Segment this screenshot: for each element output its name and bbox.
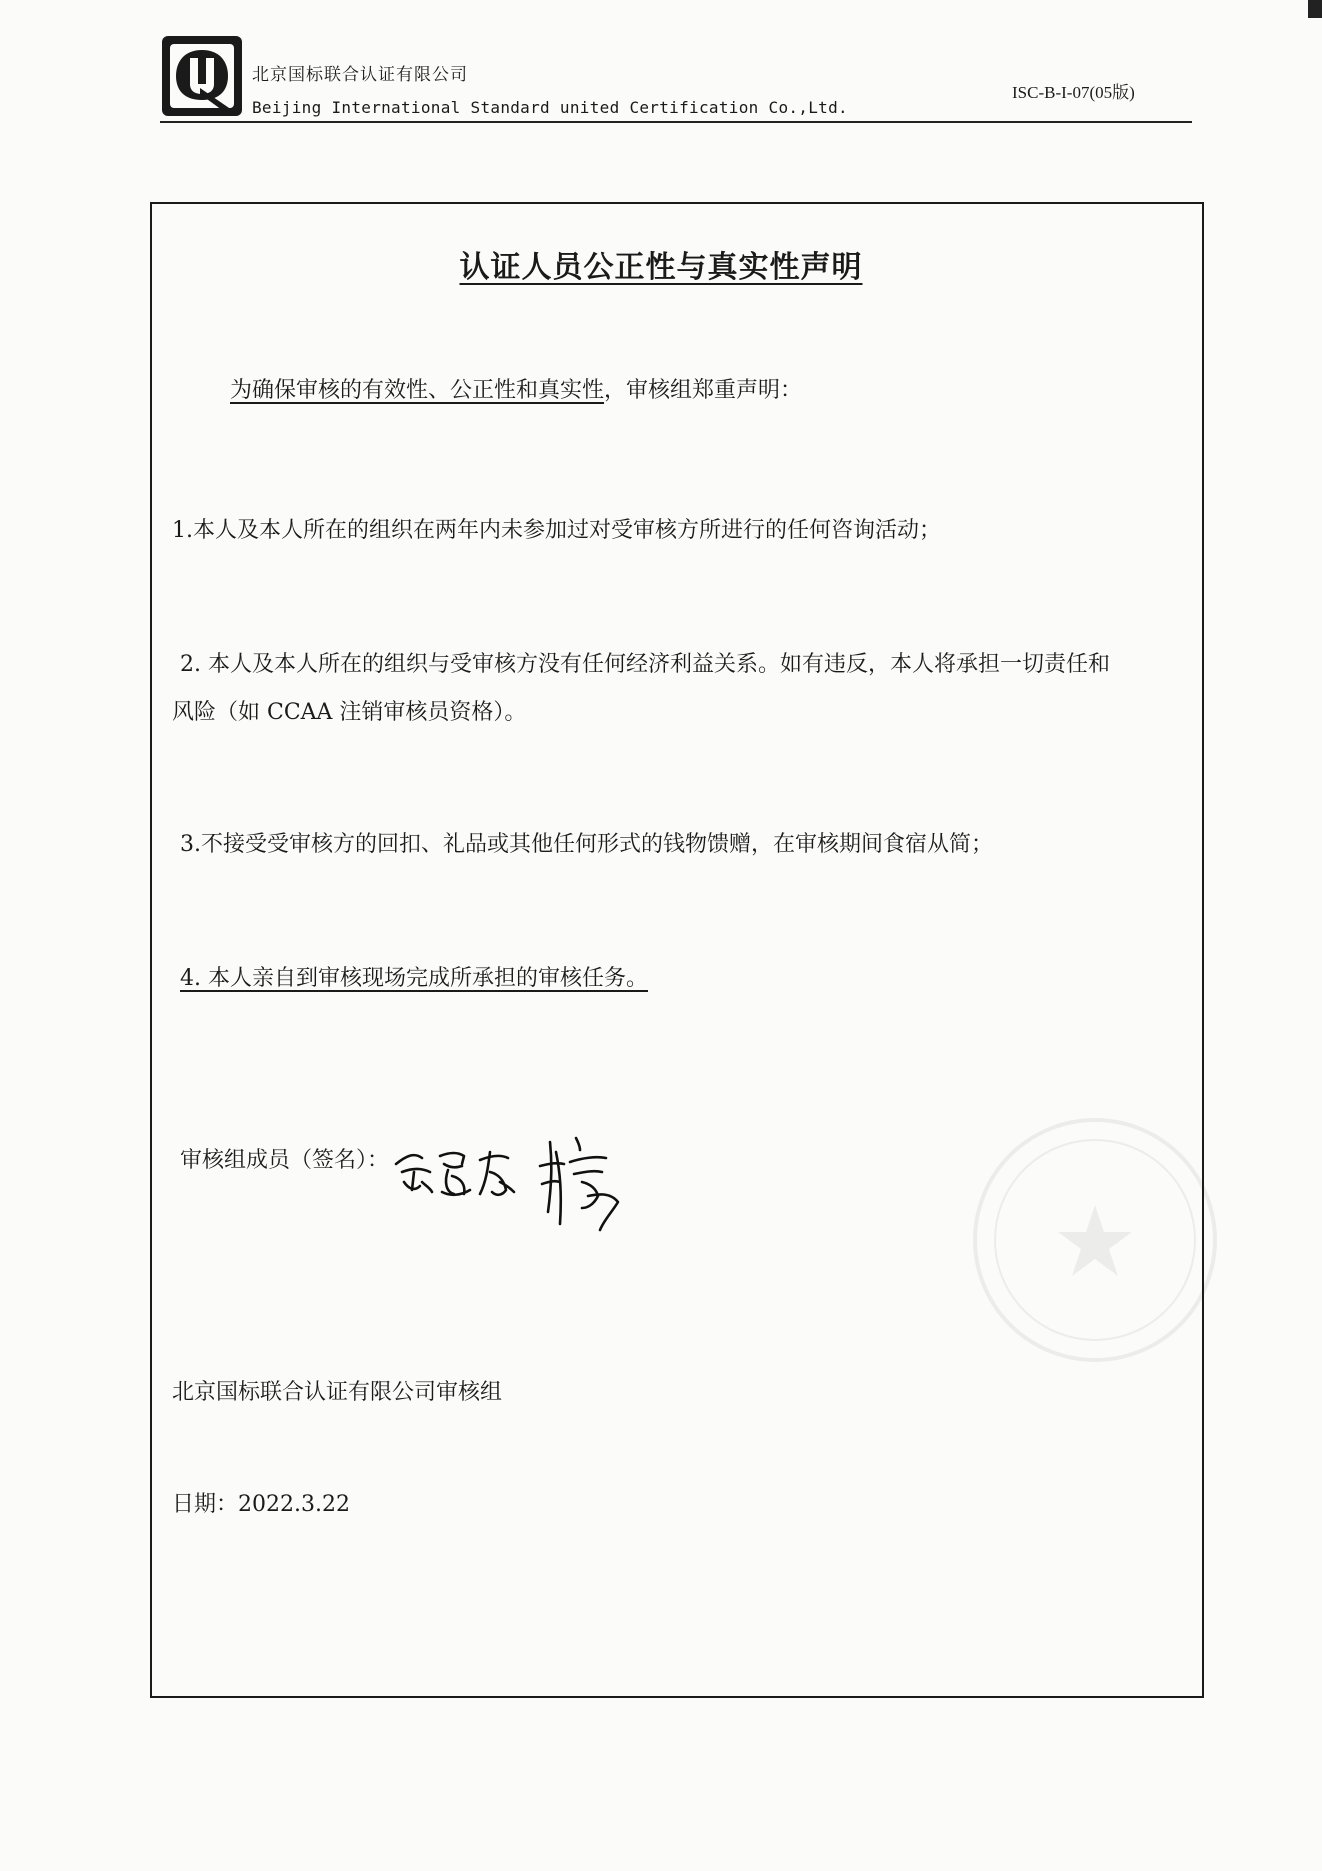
faint-seal-stamp bbox=[965, 1110, 1225, 1370]
audit-team-org: 北京国标联合认证有限公司审核组 bbox=[172, 1380, 503, 1405]
company-name-en: Beijing International Standard united Certification Co.,Ltd. bbox=[252, 98, 848, 117]
declaration-item-4: 4. 本人亲自到审核现场完成所承担的审核任务。 bbox=[180, 966, 648, 991]
signature-label: 审核组成员（签名）： bbox=[180, 1148, 390, 1173]
header-rule bbox=[160, 121, 1192, 123]
document-title: 认证人员公正性与真实性声明 bbox=[459, 250, 863, 285]
scan-corner-mark bbox=[1308, 0, 1322, 18]
intro-rest-text: ，审核组郑重声明： bbox=[604, 378, 803, 403]
intro-statement bbox=[230, 378, 802, 404]
intro-underlined-text: 为确保审核的有效性、公正性和真实性 bbox=[230, 378, 605, 403]
declaration-item-1: 1.本人及本人所在的组织在两年内未参加过对受审核方所进行的任何咨询活动； bbox=[172, 518, 941, 543]
company-logo bbox=[160, 34, 244, 118]
form-code: ISC-B-I-07(05版) bbox=[1012, 83, 1135, 102]
declaration-item-2-line-2: 风险（如 CCAA 注销审核员资格）。 bbox=[172, 700, 527, 725]
company-name-cn: 北京国标联合认证有限公司 bbox=[252, 65, 468, 85]
declaration-frame bbox=[150, 202, 1204, 1698]
declaration-date: 日期：2022.3.22 bbox=[172, 1492, 350, 1517]
handwritten-signatures bbox=[392, 1112, 682, 1242]
declaration-item-3: 3.不接受受审核方的回扣、礼品或其他任何形式的钱物馈赠，在审核期间食宿从简； bbox=[180, 832, 993, 857]
declaration-item-2-line-1: 2. 本人及本人所在的组织与受审核方没有任何经济利益关系。如有违反，本人将承担一切责任和 bbox=[180, 652, 1110, 677]
